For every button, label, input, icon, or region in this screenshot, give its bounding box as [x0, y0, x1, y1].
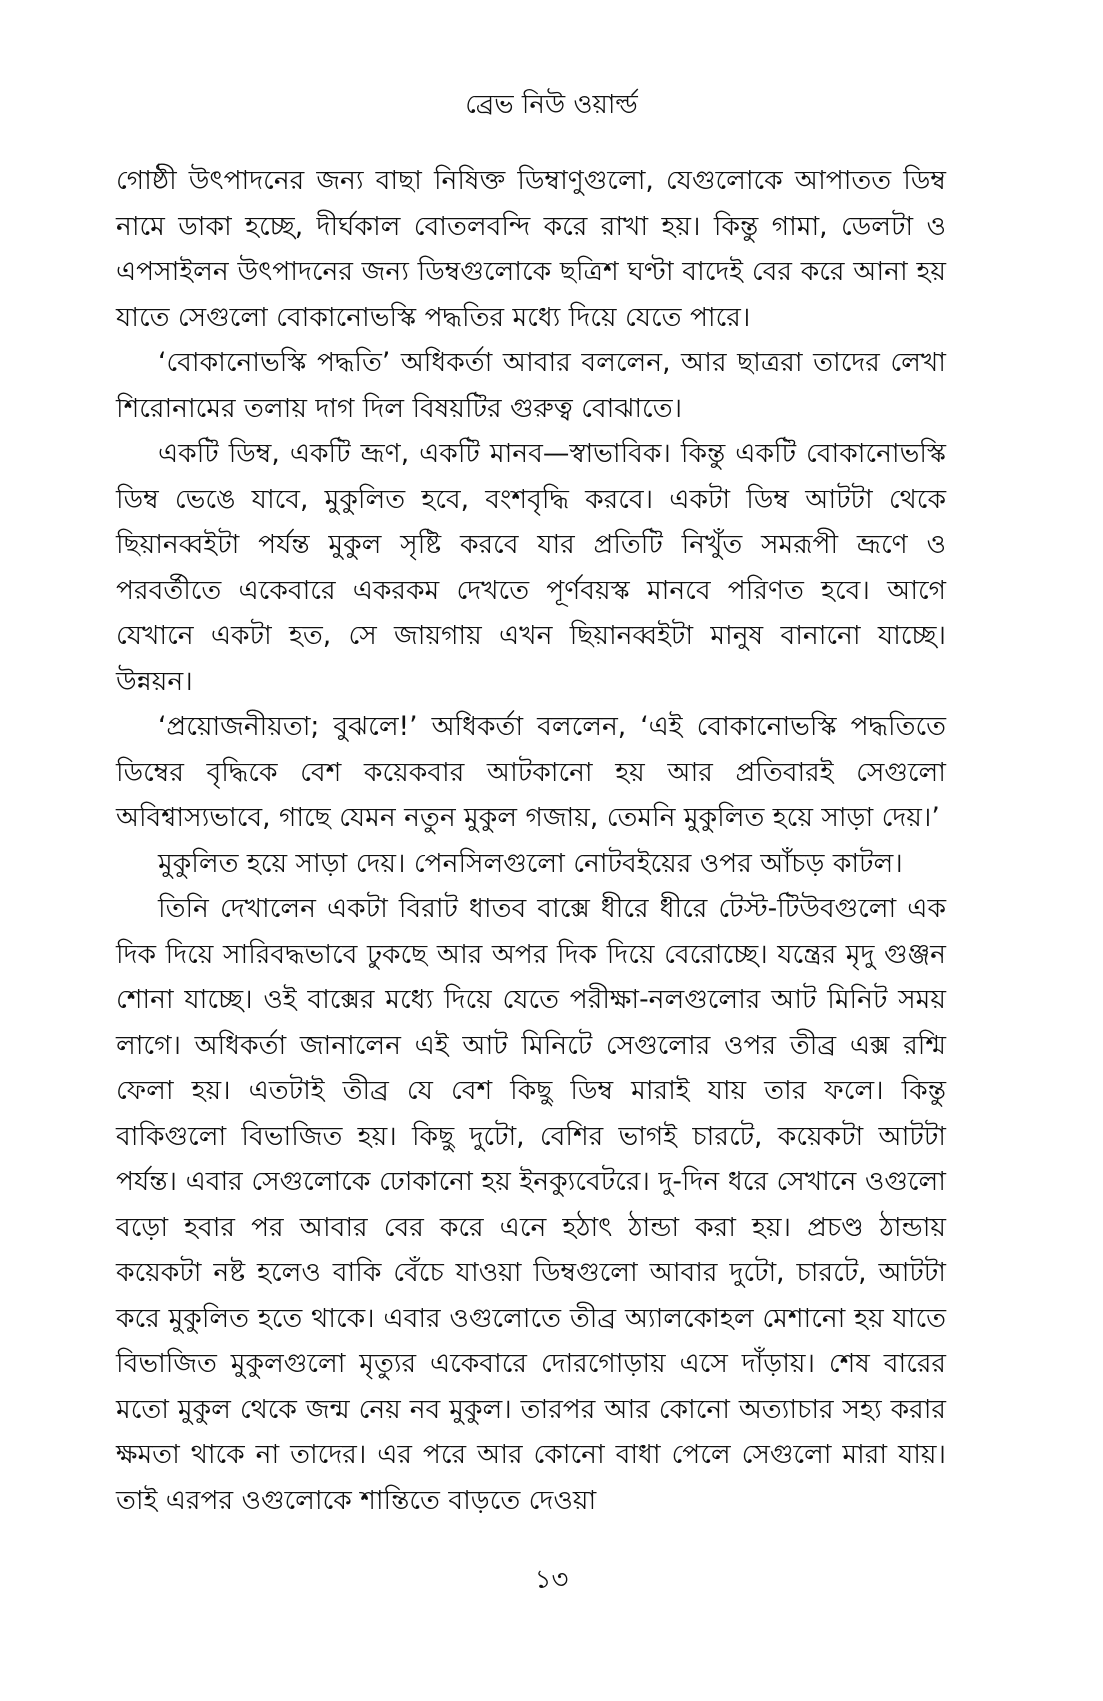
paragraph: তিনি দেখালেন একটা বিরাট ধাতব বাক্সে ধীরে ধীরে টেস্ট-টিউবগুলো এক দিক দিয়ে সারিবদ্ধভাবে ঢুকছে আর অপর দিক দিয়ে বেরোচ্ছে। যন্ত্রের মৃদু গুঞ্জন শোনা যাচ্ছে। ওই বাক্সের মধ্যে দিয়ে যেতে পরীক্ষা-নলগুলোর আট মিনিট সময় লাগে। অধিকর্তা জানালেন এই আট মিনিটে সেগুলোর ওপর তীব্র এক্স রশ্মি ফেলা হয়। এতটাই তীব্র যে বেশ কিছু ডিম্ব মারাই যায় তার ফলে। কিন্তু বাকিগুলো বিভাজিত হয়। কিছু দুটো, বেশির ভাগই চারটে, কয়েকটা আটটা পর্যন্ত। এবার সেগুলোকে ঢোকানো হয় ইনক্যুবেটরে। দু-দিন ধরে সেখানে ওগুলো বড়ো হবার পর আবার বের করে এনে হঠাৎ ঠান্ডা করা হয়। প্রচণ্ড ঠান্ডায় কয়েকটা নষ্ট হলেও বাকি বেঁচে যাওয়া ডিম্বগুলো আবার দুটো, চারটে, আটটা করে মুকুলিত হতে থাকে। এবার ওগুলোতে তীব্র অ্যালকোহল মেশানো হয় যাতে বিভাজিত মুকুলগুলো মৃত্যুর একেবারে দোরগোড়ায় এসে দাঁড়ায়। শেষ বারের মতো মুকুল থেকে জন্ম নেয় নব মুকুল। তারপর আর কোনো অত্যাচার সহ্য করার ক্ষমতা থাকে না তাদের। এর পরে আর কোনো বাধা পেলে সেগুলো মারা যায়। তাই এরপর ওগুলোকে শান্তিতে বাড়তে দেওয়া [116, 893, 946, 1516]
paragraph: মুকুলিত হয়ে সাড়া দেয়। পেনসিলগুলো নোটবইয়ের ওপর আঁচড় কাটল। [158, 847, 903, 879]
paragraph: ‘প্রয়োজনীয়তা; বুঝলে!’ অধিকর্তা বললেন, ‘এই বোকানোভস্কি পদ্ধতিতে ডিম্বের বৃদ্ধিকে বেশ কয়েকবার আটকানো হয় আর প্রতিবারই সেগুলো অবিশ্বাস্যভাবে, গাছে যেমন নতুন মুকুল গজায়, তেমনি মুকুলিত হয়ে সাড়া দেয়।’ [116, 711, 946, 833]
paragraph: গোষ্ঠী উৎপাদনের জন্য বাছা নিষিক্ত ডিম্বাণুগুলো, যেগুলোকে আপাতত ডিম্ব নামে ডাকা হচ্ছে, দীর্ঘকাল বোতলবন্দি করে রাখা হয়। কিন্তু গামা, ডেলটা ও এপসাইলন উৎপাদনের জন্য ডিম্বগুলোকে ছত্রিশ ঘণ্টা বাদেই বের করে আনা হয় যাতে সেগুলো বোকানোভস্কি পদ্ধতির মধ্যে দিয়ে যেতে পারে। [116, 165, 946, 333]
paragraph: একটি ডিম্ব, একটি ভ্রূণ, একটি মানব—স্বাভাবিক। কিন্তু একটি বোকানোভস্কি ডিম্ব ভেঙে যাবে, মুকুলিত হবে, বংশবৃদ্ধি করবে। একটা ডিম্ব আটটা থেকে ছিয়ানব্বইটা পর্যন্ত মুকুল সৃষ্টি করবে যার প্রতিটি নিখুঁত সমরূপী ভ্রূণে ও পরবর্তীতে একেবারে একরকম দেখতে পূর্ণবয়স্ক মানবে পরিণত হবে। আগে যেখানে একটা হত, সে জায়গায় এখন ছিয়ানব্বইটা মানুষ বানানো যাচ্ছে। উন্নয়ন। [116, 438, 946, 697]
page-number: ১৩ [534, 1565, 569, 1595]
running-header: ব্রেভ নিউ ওয়ার্ল্ড [465, 90, 638, 120]
body-text [116, 158, 946, 1523]
paragraph: ‘বোকানোভস্কি পদ্ধতি’ অধিকর্তা আবার বললেন, আর ছাত্ররা তাদের লেখা শিরোনামের তলায় দাগ দিল বিষয়টির গুরুত্ব বোঝাতে। [116, 347, 946, 424]
